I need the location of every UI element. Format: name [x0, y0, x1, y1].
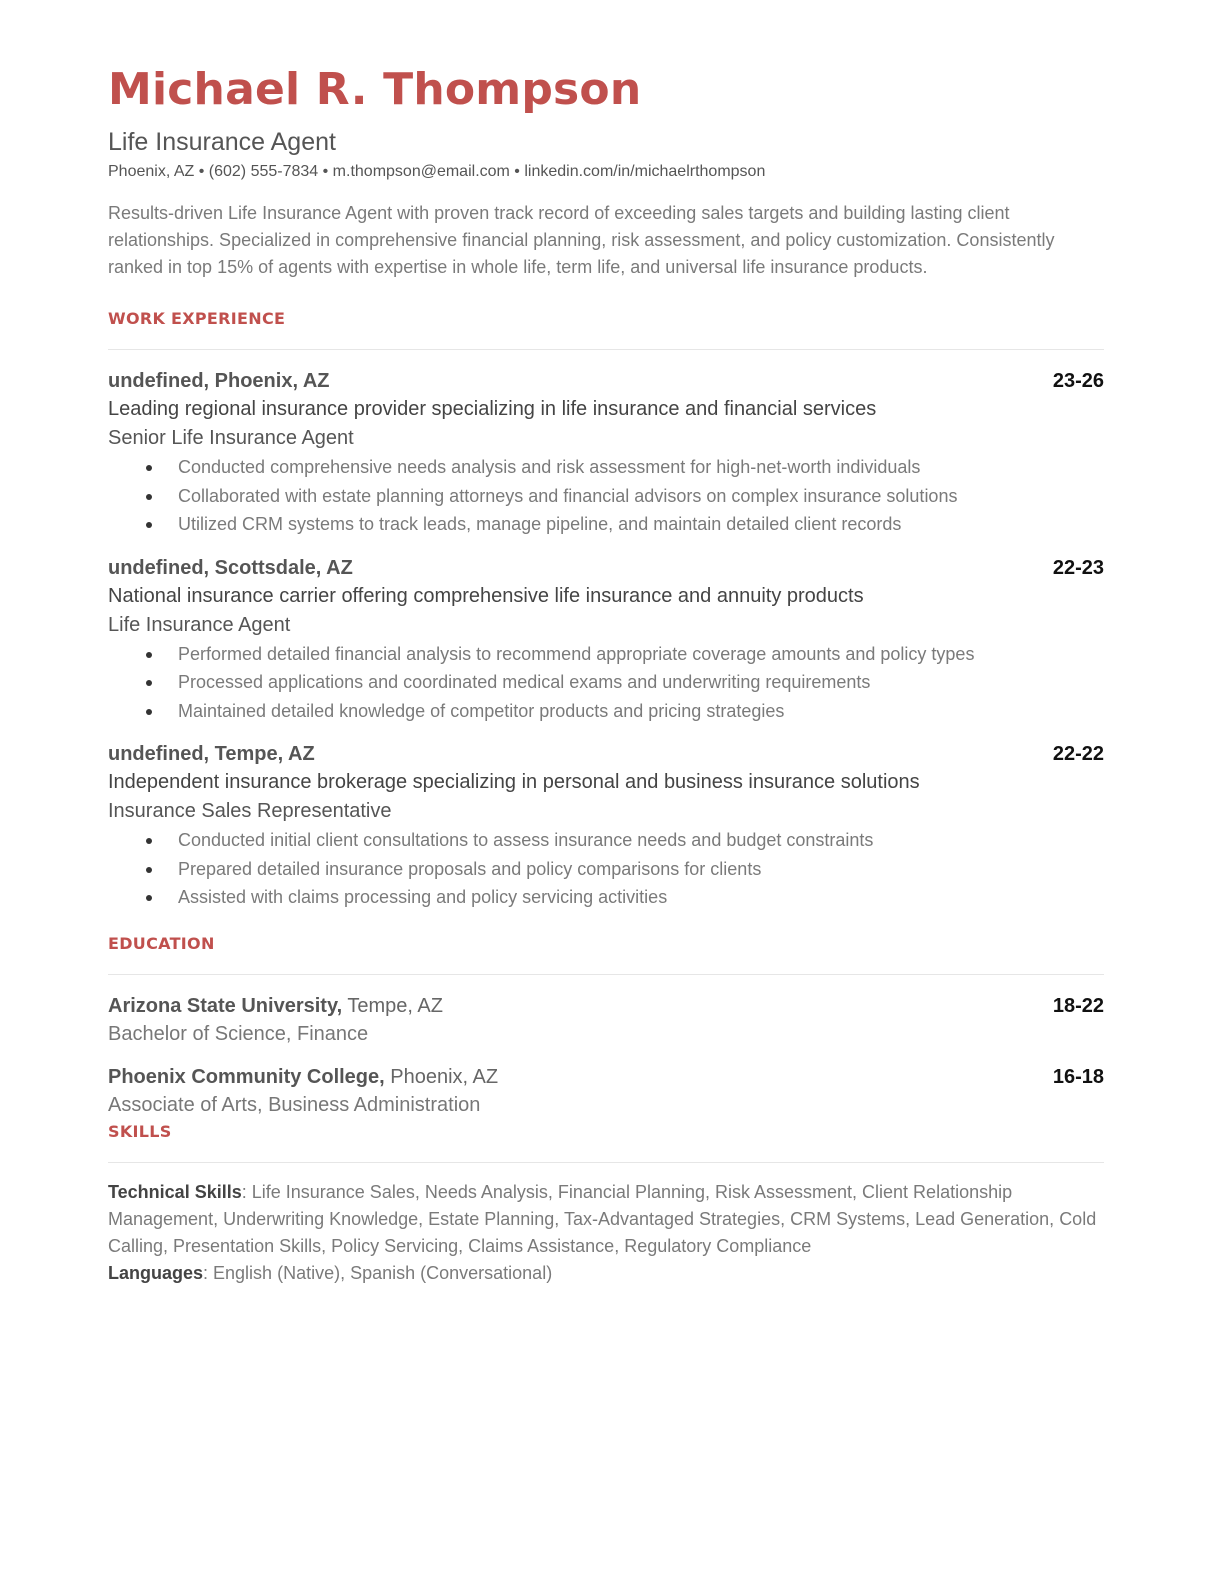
- education-institution: Phoenix Community College,: [108, 1065, 385, 1088]
- work-experience-heading: WORK EXPERIENCE: [108, 309, 286, 328]
- skills-heading: SKILLS: [108, 1121, 172, 1141]
- education-dates: 18-22: [1052, 994, 1104, 1017]
- technical-skills-value: : Life Insurance Sales, Needs Analysis, Financial Planning, Risk Assessment, Client Relationship Management, Underwriting Knowledge, Estate Planning, Tax-Advantaged Strategies, CRM Systems, Lead Generation, Cold Calling, Presentation Skills, Policy Servicing, Claims Assistance, Regulatory Compliance: [108, 1181, 1097, 1256]
- languages-label: Languages: [108, 1262, 204, 1283]
- list-item: Conducted comprehensive needs analysis and risk assessment for high-net-worth individuals: [178, 453, 1104, 482]
- education-entry: [108, 1063, 1104, 1120]
- list-item: Maintained detailed knowledge of competitor products and pricing strategies: [178, 697, 1104, 726]
- list-item: Performed detailed financial analysis to recommend appropriate coverage amounts and policy types: [178, 640, 1104, 669]
- languages: [108, 1260, 1104, 1287]
- job-description: Independent insurance brokerage specializing in personal and business insurance solutions: [108, 771, 920, 793]
- technical-skills: [108, 1179, 1104, 1260]
- education-header: [108, 1063, 1104, 1091]
- job-description: Leading regional insurance provider specializing in life insurance and financial services: [108, 398, 877, 420]
- education-institution: Arizona State University,: [108, 994, 343, 1017]
- section-divider: [108, 974, 1104, 975]
- list-item: Processed applications and coordinated medical exams and underwriting requirements: [178, 668, 1104, 697]
- job-dates: 22-23: [1052, 556, 1104, 579]
- job-dates: 23-26: [1052, 370, 1104, 392]
- list-item: Collaborated with estate planning attorneys and financial advisors on complex insurance solutions: [178, 482, 1104, 511]
- section-divider: [108, 1162, 1104, 1163]
- professional-summary: Results-driven Life Insurance Agent with proven track record of exceeding sales targets and building lasting client relationships. Specialized in comprehensive financial planning, risk assessment, and policy customization. Consistently ranked in top 15% of agents with expertise in whole life, term life, and universal life insurance products.: [108, 203, 1055, 277]
- job-company: undefined, Scottsdale, AZ: [108, 556, 353, 579]
- technical-skills-label: Technical Skills: [108, 1181, 242, 1202]
- list-item: Assisted with claims processing and policy servicing activities: [178, 883, 1104, 912]
- job-description: National insurance carrier offering comprehensive life insurance and annuity products: [108, 584, 864, 607]
- education-school-line: [108, 1063, 498, 1091]
- education-school-line: [108, 992, 443, 1020]
- job-role: Insurance Sales Representative: [108, 800, 392, 822]
- job-bullets: [108, 453, 1104, 539]
- list-item: Prepared detailed insurance proposals and policy comparisons for clients: [178, 855, 1104, 884]
- job-company: undefined, Phoenix, AZ: [108, 370, 330, 392]
- job-entry: [108, 554, 1104, 726]
- job-entry: [108, 740, 1104, 912]
- job-header: [108, 367, 1104, 395]
- education-heading: EDUCATION: [108, 933, 215, 953]
- job-role: Senior Life Insurance Agent: [108, 427, 354, 449]
- section-divider: [108, 349, 1104, 350]
- job-entry: [108, 367, 1104, 539]
- education-entry: [108, 992, 1104, 1049]
- job-role: Life Insurance Agent: [108, 613, 291, 636]
- resume-page: [108, 60, 1104, 1287]
- education-header: [108, 992, 1104, 1020]
- job-dates: 22-22: [1052, 743, 1104, 765]
- education-degree: Bachelor of Science, Finance: [108, 1022, 369, 1045]
- job-bullets: [108, 640, 1104, 726]
- job-header: [108, 740, 1104, 768]
- education-location: Phoenix, AZ: [384, 1065, 499, 1088]
- job-bullets: [108, 826, 1104, 912]
- candidate-name: Michael R. Thompson: [108, 64, 642, 115]
- skills-block: [108, 1179, 1104, 1287]
- list-item: Conducted initial client consultations to assess insurance needs and budget constraints: [178, 826, 1104, 855]
- list-item: Utilized CRM systems to track leads, manage pipeline, and maintain detailed client records: [178, 510, 1104, 539]
- candidate-title: Life Insurance Agent: [108, 128, 336, 156]
- job-header: [108, 554, 1104, 582]
- education-location: Tempe, AZ: [342, 994, 443, 1017]
- languages-value: : English (Native), Spanish (Conversational): [203, 1262, 553, 1283]
- contact-line: Phoenix, AZ • (602) 555-7834 • m.thompson@email.com • linkedin.com/in/michaelrthompson: [108, 163, 766, 180]
- job-company: undefined, Tempe, AZ: [108, 743, 315, 765]
- education-dates: 16-18: [1052, 1065, 1104, 1088]
- education-degree: Associate of Arts, Business Administration: [108, 1093, 481, 1116]
